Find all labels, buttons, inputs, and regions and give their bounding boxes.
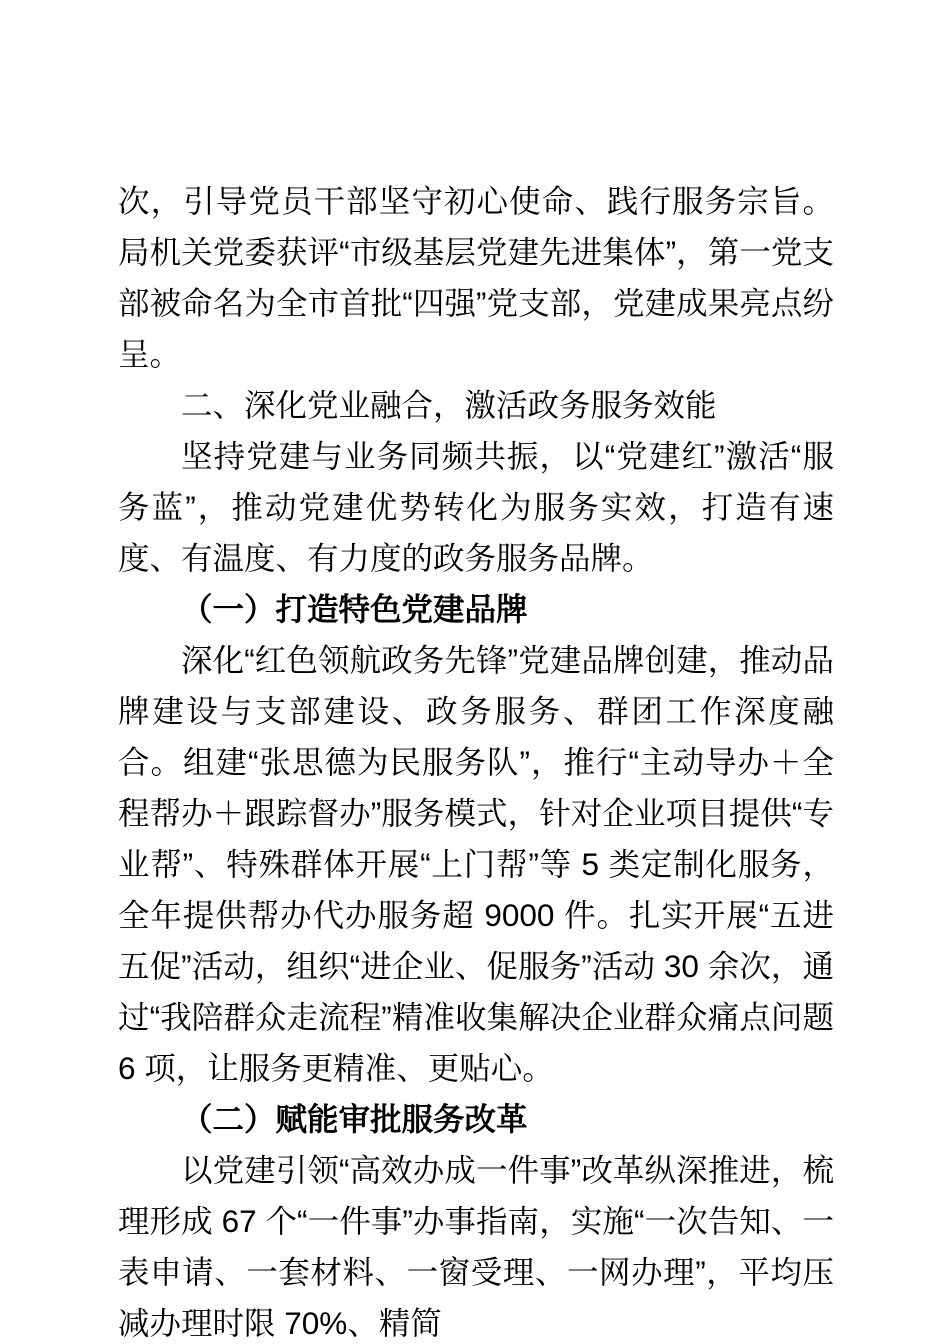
paragraph-section-two-intro: 坚持党建与业务同频共振，以“党建红”激活“服务蓝”，推动党建优势转化为服务实效，打造有速度、有温度、有力度的政务服务品牌。	[118, 438, 834, 576]
paragraph-continuation-party-building-results: 次，引导党员干部坚守初心使命、践行服务宗旨。局机关党委获评“市级基层党建先进集体”，第一党支部被命名为全市首批“四强”党支部，党建成果亮点纷呈。	[118, 183, 834, 372]
paragraph-approval-reform: 以党建引领“高效办成一件事”改革纵深推进，梳理形成 67 个“一件事”办事指南，实施“一次告知、一表申请、一套材料、一窗受理、一网办理”，平均压减办理时限 70%、精简	[118, 1152, 834, 1341]
sub-heading-two-approval-reform: （二）赋能审批服务改革	[181, 1101, 528, 1137]
page-text-column	[118, 176, 834, 1344]
sub-heading-one-brand: （一）打造特色党建品牌	[181, 591, 528, 627]
section-heading-two: 二、深化党业融合，激活政务服务效能	[181, 387, 717, 423]
paragraph-brand-building: 深化“红色领航政务先锋”党建品牌创建，推动品牌建设与支部建设、政务服务、群团工作深度融合。组建“张思德为民服务队”，推行“主动导办＋全程帮办＋跟踪督办”服务模式，针对企业项目提供“专业帮”、特殊群体开展“上门帮”等 5 类定制化服务，全年提供帮办代办服务超 9000 件。扎实开展“五进五促”活动，组织“进企业、促服务”活动 30 余次，通过“我陪群众走流程”精准收集解决企业群众痛点问题 6 项，让服务更精准、更贴心。	[118, 642, 834, 1086]
